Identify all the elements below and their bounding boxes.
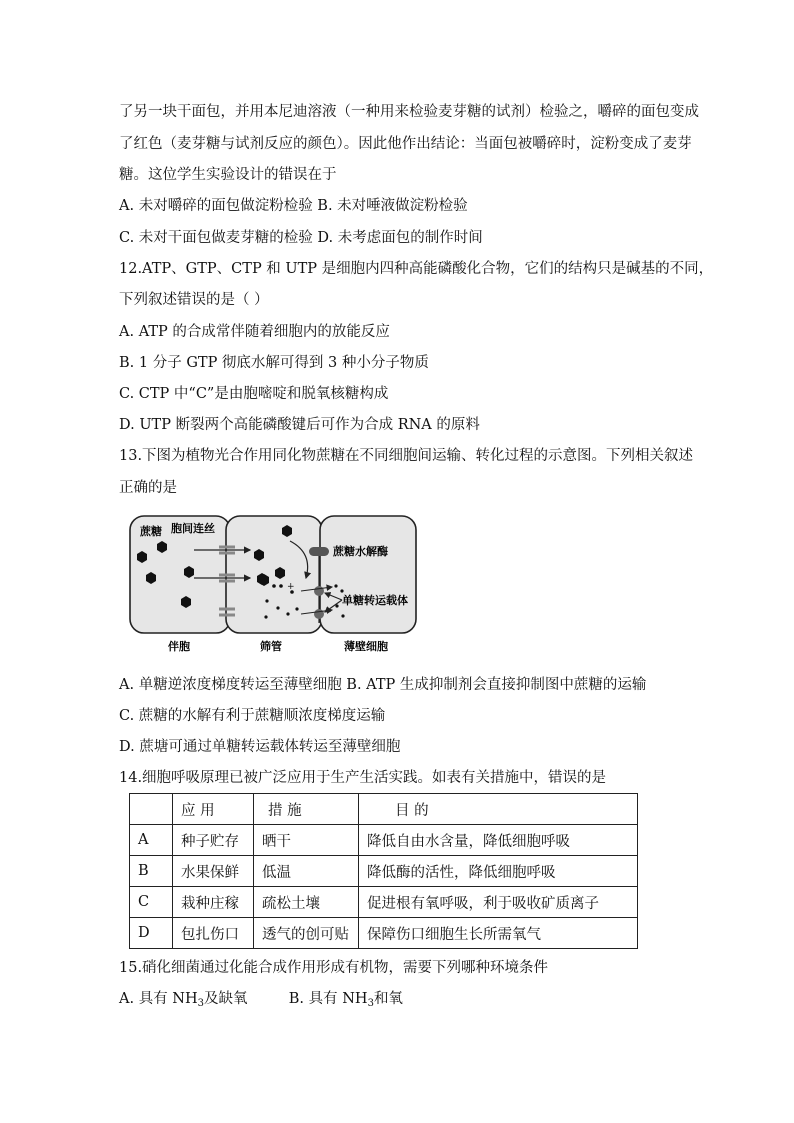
q12-stem-line-2: 下列叙述错误的是（ ） bbox=[119, 292, 269, 308]
table-header-cell bbox=[130, 794, 173, 825]
table-cell: 促进根有氧呼吸，利于吸收矿质离子 bbox=[359, 887, 638, 918]
table-header-cell: 目 的 bbox=[359, 794, 638, 825]
label-companion-cell: 伴胞 bbox=[168, 640, 190, 653]
table-cell: C bbox=[130, 887, 173, 918]
q15-stem: 15.硝化细菌通过化能合成作用形成有机物，需要下列哪种环境条件 bbox=[119, 960, 549, 976]
q11-option-ab: A. 未对嚼碎的面包做淀粉检验 B. 未对唾液做淀粉检验 bbox=[119, 198, 468, 214]
q15-options bbox=[119, 989, 403, 1009]
table-header-row bbox=[130, 794, 638, 825]
table-cell: A bbox=[130, 825, 173, 856]
q13-option-ab: A. 单糖逆浓度梯度转运至薄壁细胞 B. ATP 生成抑制剂会直接抑制图中蔗糖的运输 bbox=[119, 677, 647, 693]
label-sucrose: 蔗糖 bbox=[140, 525, 162, 538]
q12-stem-line-1: 12.ATP、GTP、CTP 和 UTP 是细胞内四种高能磷酸化合物，它们的结构只是碱基的不同， bbox=[119, 261, 714, 277]
table-cell: 疏松土壤 bbox=[254, 887, 359, 918]
monosaccharide-carrier bbox=[314, 609, 324, 619]
table-cell: 种子贮存 bbox=[173, 825, 254, 856]
q12-option-a: A. ATP 的合成常伴随着细胞内的放能反应 bbox=[119, 324, 390, 340]
table-cell: 水果保鲜 bbox=[173, 856, 254, 887]
sieve-tube-cell bbox=[226, 516, 322, 633]
table-cell: 降低自由水含量，降低细胞呼吸 bbox=[359, 825, 638, 856]
q11-stem-line-3: 糖。这位学生实验设计的错误在于 bbox=[119, 167, 337, 183]
q12-option-b: B. 1 分子 GTP 彻底水解可得到 3 种小分子物质 bbox=[119, 355, 429, 371]
q13-option-c: C. 蔗糖的水解有利于蔗糖顺浓度梯度运输 bbox=[119, 708, 386, 724]
q15-option-b: B. 具有 $NH_3$和氧 bbox=[288, 991, 403, 1009]
label-parenchyma-cell: 薄壁细胞 bbox=[344, 640, 388, 653]
q13-option-d: D. 蔗塘可通过单糖转运载体转运至薄壁细胞 bbox=[119, 739, 401, 755]
table-row bbox=[130, 887, 638, 918]
monosaccharide-carrier bbox=[314, 586, 324, 596]
q13-stem-line-1: 13.下图为植物光合作用同化物蔗糖在不同细胞间运输、转化过程的示意图。下列相关叙述 bbox=[119, 448, 694, 464]
sucrose-transport-diagram bbox=[128, 513, 418, 659]
table-cell: B bbox=[130, 856, 173, 887]
table-row bbox=[130, 825, 638, 856]
respiration-measures-table bbox=[129, 793, 638, 949]
table-cell: 栽种庄稼 bbox=[173, 887, 254, 918]
q13-stem-line-2: 正确的是 bbox=[119, 480, 177, 496]
label-sucrase: 蔗糖水解酶 bbox=[333, 545, 388, 558]
table-row bbox=[130, 856, 638, 887]
label-plasmodesmata: 胞间连丝 bbox=[171, 522, 215, 535]
q11-stem-line-2: 了红色（麦芽糖与试剂反应的颜色）。因此他作出结论：当面包被嚼碎时，淀粉变成了麦芽 bbox=[119, 136, 692, 152]
q14-stem: 14.细胞呼吸原理已被广泛应用于生产生活实践。如表有关措施中，错误的是 bbox=[119, 770, 607, 786]
table-cell: 包扎伤口 bbox=[173, 918, 254, 949]
table-header-cell: 措 施 bbox=[254, 794, 359, 825]
label-carrier: 单糖转运载体 bbox=[342, 594, 408, 607]
label-sieve-tube: 筛管 bbox=[260, 640, 282, 653]
table-cell: 晒干 bbox=[254, 825, 359, 856]
table-row bbox=[130, 918, 638, 949]
q12-option-d: D. UTP 断裂两个高能磷酸键后可作为合成 RNA 的原料 bbox=[119, 417, 480, 433]
table-cell: 保障伤口细胞生长所需氧气 bbox=[359, 918, 638, 949]
table-cell: D bbox=[130, 918, 173, 949]
table-header-cell: 应 用 bbox=[173, 794, 254, 825]
q11-option-cd: C. 未对干面包做麦芽糖的检验 D. 未考虑面包的制作时间 bbox=[119, 230, 483, 246]
svg-text:+: + bbox=[287, 582, 295, 592]
table-cell: 低温 bbox=[254, 856, 359, 887]
table-cell: 降低酶的活性，降低细胞呼吸 bbox=[359, 856, 638, 887]
q15-option-a: A. 具有 $NH_3$及缺氧 bbox=[119, 991, 248, 1009]
q12-option-c: C. CTP 中“C”是由胞嘧啶和脱氧核糖构成 bbox=[119, 386, 389, 402]
table-cell: 透气的创可贴 bbox=[254, 918, 359, 949]
parenchyma-cell bbox=[320, 516, 416, 633]
sucrase-enzyme bbox=[309, 547, 329, 556]
q11-stem-line-1: 了另一块干面包，并用本尼迪溶液（一种用来检验麦芽糖的试剂）检验之，嚼碎的面包变成 bbox=[119, 104, 699, 120]
